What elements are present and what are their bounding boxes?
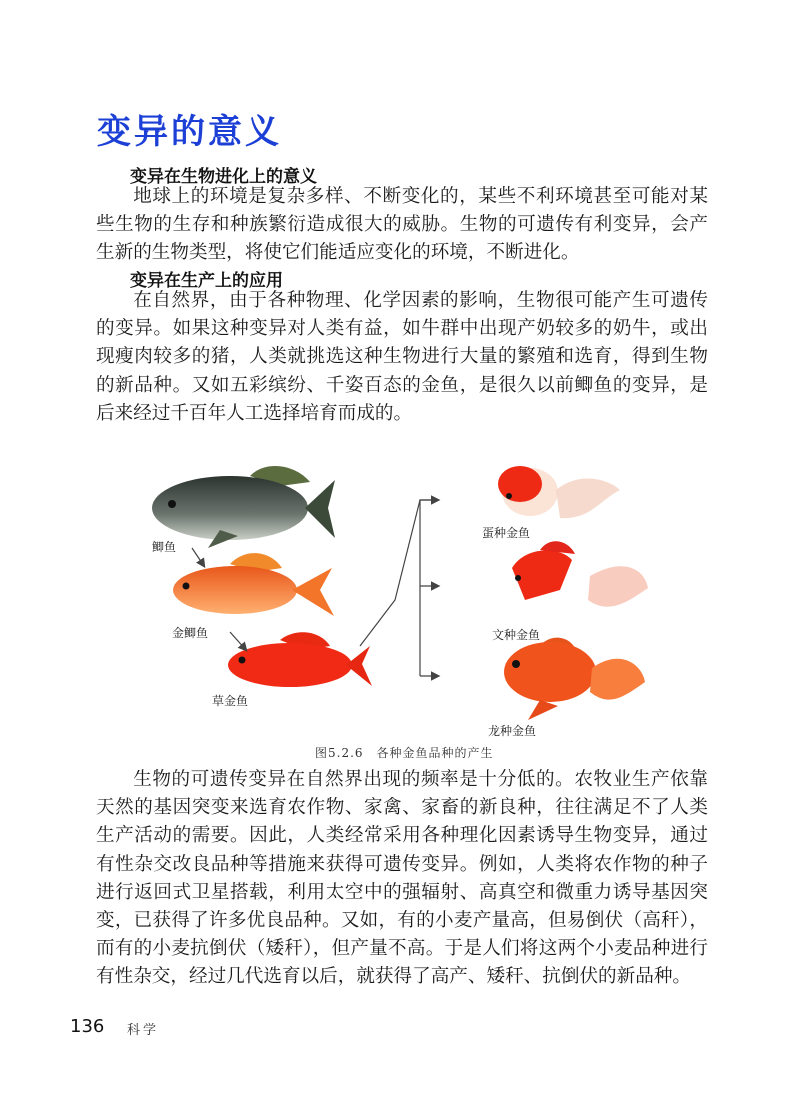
- subheading-evolution: 变异在生物进化上的意义: [130, 167, 317, 187]
- wen-goldfish-image: [506, 541, 648, 608]
- label-crucian: 鲫鱼: [152, 540, 177, 554]
- label-grass-goldfish: 草金鱼: [212, 694, 249, 708]
- crucian-carp-image: [152, 466, 335, 548]
- subheading-production: 变异在生产上的应用: [130, 271, 283, 291]
- subject-label: 科学: [127, 1023, 160, 1038]
- dragon-goldfish-image: [504, 638, 645, 720]
- label-gold-crucian: 金鲫鱼: [172, 626, 209, 640]
- paragraph-evolution: 地球上的环境是复杂多样、不断变化的，某些不利环境甚至可能对某些生物的生存和种族繁衍造成很大的威胁。生物的可遗传有利变异，会产生新的生物类型，将使它们能适应变化的环境，不断进化。: [96, 186, 708, 264]
- section-title: 变异的意义: [97, 112, 282, 152]
- figure-caption: 图5.2.6 各种金鱼品种的产生: [315, 746, 494, 760]
- label-egg-goldfish: 蛋种金鱼: [482, 526, 531, 540]
- paragraph-artificial-variation: 生物的可遗传变异在自然界出现的频率是十分低的。农牧业生产依靠天然的基因突变来选育农作物、家禽、家畜的新良种，往往满足不了人类生产活动的需要。因此，人类经常采用各种理化因素诱导生物变异，通过有性杂交改良品种等措施来获得可遗传变异。例如，人类将农作物的种子进行返回式卫星搭载，利用太空中的强辐射、高真空和微重力诱导基因突变，已获得了许多优良品种。又如，有的小麦产量高，但易倒伏（高秆），而有的小麦抗倒伏（矮秆），但产量不高。于是人们将这两个小麦品种进行有性杂交，经过几代选育以后，就获得了高产、矮秆、抗倒伏的新品种。: [96, 769, 708, 988]
- grass-goldfish-image: [228, 632, 372, 687]
- goldfish-diagram: [120, 450, 680, 770]
- paragraph-production: 在自然界，由于各种物理、化学因素的影响，生物很可能产生可遗传的变异。如果这种变异对人类有益，如牛群中出现产奶较多的奶牛，或出现瘦肉较多的猪，人类就挑选这种生物进行大量的繁殖和选育，得到生物的新品种。又如五彩缤纷、千姿百态的金鱼，是很久以前鲫鱼的变异，是后来经过千百年人工选择培育而成的。: [96, 290, 708, 424]
- egg-goldfish-image: [498, 466, 620, 518]
- label-dragon-goldfish: 龙种金鱼: [488, 724, 537, 738]
- golden-crucian-image: [173, 553, 334, 616]
- page-number: 136: [70, 1016, 105, 1037]
- goldfish-figure: [120, 450, 680, 770]
- label-wen-goldfish: 文种金鱼: [492, 628, 541, 642]
